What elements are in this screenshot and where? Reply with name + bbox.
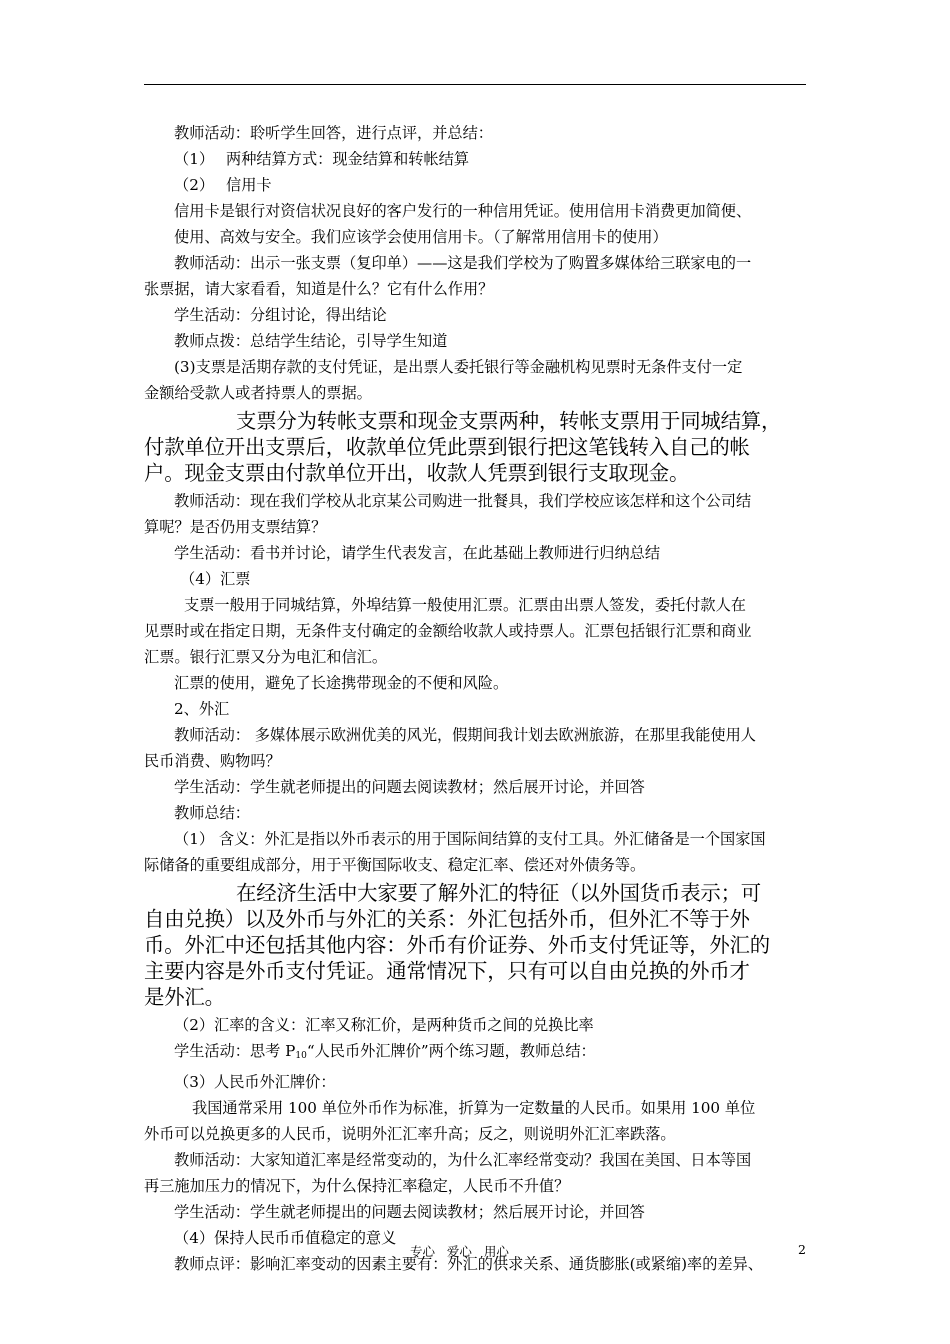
page-subscript: 10 <box>295 1051 307 1061</box>
text-line: 金额给受款人或者持票人的票据。 <box>144 384 372 402</box>
text-line: 见票时或在指定日期，无条件支付确定的金额给收款人或持票人。汇票包括银行汇票和商业 <box>144 622 752 640</box>
text-line: （1） 含义：外汇是指以外币表示的用于国际间结算的支付工具。外汇储备是一个国家国 <box>174 830 766 848</box>
text-line: 教师点评：影响汇率变动的因素主要有：外汇的供求关系、通货膨胀(或紧缩)率的差异、 <box>174 1255 763 1273</box>
header-rule <box>144 84 806 85</box>
emphasis-line: 自由兑换）以及外币与外汇的关系：外汇包括外币，但外汇不等于外 <box>144 907 750 931</box>
text-line: 教师活动：现在我们学校从北京某公司购进一批餐具，我们学校应该怎样和这个公司结 <box>174 492 752 510</box>
text-line <box>144 146 808 172</box>
text-line: 教师活动：大家知道汇率是经常变动的，为什么汇率经常变动？我国在美国、日本等国 <box>174 1151 752 1169</box>
text-line: 使用、高效与安全。我们应该学会使用信用卡。（了解常用信用卡的使用） <box>174 228 668 246</box>
text-line: （4）汇票 <box>180 570 251 588</box>
text-line: 张票据，请大家看看，知道是什么？它有什么作用？ <box>144 280 494 298</box>
text-line: 支票一般用于同城结算，外埠结算一般使用汇票。汇票由出票人签发，委托付款人在 <box>184 596 746 614</box>
text-line: 教师点拨：总结学生结论，引导学生知道 <box>174 332 448 350</box>
emphasis-line: 支票分为转帐支票和现金支票两种，转帐支票用于同城结算， <box>236 409 782 433</box>
text-line: 民币消费、购物吗？ <box>144 752 281 770</box>
text-line: 学生活动：分组讨论，得出结论 <box>174 306 387 324</box>
emphasis-line: 在经济生活中大家要了解外汇的特征（以外国货币表示；可 <box>236 881 761 905</box>
emphasis-line: 是外汇。 <box>144 985 225 1009</box>
text-line: 再三施加压力的情况下，为什么保持汇率稳定，人民币不升值？ <box>144 1177 570 1195</box>
list-text: 信用卡 <box>226 176 272 194</box>
text-line <box>144 172 808 198</box>
emphasis-line: 币。外汇中还包括其他内容：外币有价证券、外币支付凭证等，外汇的 <box>144 933 770 957</box>
text-line: 算呢？是否仍用支票结算？ <box>144 518 327 536</box>
text-line <box>144 1038 808 1069</box>
list-text: 两种结算方式：现金结算和转帐结算 <box>226 150 469 168</box>
emphasis-line: 付款单位开出支票后，收款单位凭此票到银行把这笔钱转入自己的帐 <box>144 435 750 459</box>
text-line: 2、外汇 <box>174 700 230 718</box>
text-line: 教师活动： 多媒体展示欧洲优美的风光，假期间我计划去欧洲旅游，在那里我能使用人 <box>174 726 756 744</box>
text-segment: 学生活动：思考 P <box>174 1042 296 1060</box>
text-line: （4）保持人民币币值稳定的意义 <box>174 1229 397 1247</box>
text-line: 学生活动：学生就老师提出的问题去阅读教材；然后展开讨论，并回答 <box>174 778 645 796</box>
text-line: （3）人民币外汇牌价： <box>174 1073 336 1091</box>
page-number: 2 <box>798 1242 806 1257</box>
text-line: 教师总结： <box>174 804 250 822</box>
text-line: 外币可以兑换更多的人民币，说明外汇汇率升高；反之，则说明外汇汇率跌落。 <box>144 1125 676 1143</box>
text-line: (3)支票是活期存款的支付凭证，是出票人委托银行等金融机构见票时无条件支付一定 <box>174 358 743 376</box>
document-body <box>144 120 808 1277</box>
text-line: 学生活动：看书并讨论，请学生代表发言，在此基础上教师进行归纳总结 <box>174 544 660 562</box>
text-line: 汇票。银行汇票又分为电汇和信汇。 <box>144 648 387 666</box>
text-line: 际储备的重要组成部分，用于平衡国际收支、稳定汇率、偿还对外债务等。 <box>144 856 646 874</box>
text-line: 汇票的使用，避免了长途携带现金的不便和风险。 <box>174 674 509 692</box>
emphasis-line: 主要内容是外币支付凭证。通常情况下，只有可以自由兑换的外币才 <box>144 959 750 983</box>
text-line: 教师活动：聆听学生回答，进行点评，并总结： <box>174 124 493 142</box>
text-segment: “人民币外汇牌价”两个练习题，教师总结： <box>306 1042 596 1060</box>
list-number: （2） <box>174 176 215 194</box>
text-line: 学生活动：学生就老师提出的问题去阅读教材；然后展开讨论，并回答 <box>174 1203 645 1221</box>
footer-motto: 专心 爱心 用心 <box>410 1244 509 1259</box>
text-line: 我国通常采用 100 单位外币作为标准，折算为一定数量的人民币。如果用 100 单位 <box>192 1099 756 1117</box>
text-line: 信用卡是银行对资信状况良好的客户发行的一种信用凭证。使用信用卡消费更加简便、 <box>174 202 752 220</box>
text-line: （2）汇率的含义：汇率又称汇价，是两种货币之间的兑换比率 <box>174 1016 594 1034</box>
text-line: 教师活动：出示一张支票（复印单）——这是我们学校为了购置多媒体给三联家电的一 <box>174 254 752 272</box>
emphasis-line: 户。现金支票由付款单位开出，收款人凭票到银行支取现金。 <box>144 461 690 485</box>
list-number: （1） <box>174 150 215 168</box>
